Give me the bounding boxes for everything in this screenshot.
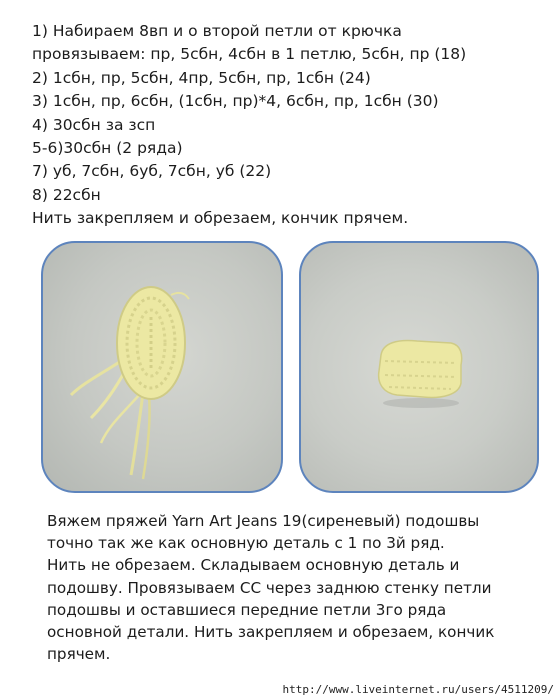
source-url-watermark: http://www.liveinternet.ru/users/4511209/ <box>282 683 554 696</box>
yarn-instructions-paragraph <box>47 510 547 665</box>
paragraph-line: подошву. Провязываем СС через заднюю стенку петли <box>47 578 492 597</box>
paragraph-line: основной детали. Нить закрепляем и обрезаем, кончик <box>47 623 495 642</box>
instruction-line: 2) 1сбн, пр, 5сбн, 4пр, 5сбн, пр, 1сбн (24) <box>32 68 371 87</box>
instruction-line: 7) уб, 7сбн, 6уб, 7сбн, уб (22) <box>32 162 272 181</box>
instruction-line: 1) Набираем 8вп и о второй петли от крючка <box>32 22 402 40</box>
paragraph-line: Вяжем пряжей Yarn Art Jeans 19(сиреневый) подошвы <box>47 512 480 530</box>
paragraph-line: точно так же как основную деталь с 1 по 3й ряд. <box>47 534 445 553</box>
instruction-line: 3) 1сбн, пр, 6сбн, (1сбн, пр)*4, 6сбн, пр, 1сбн (30) <box>32 92 439 111</box>
instruction-line: 5-6)30сбн (2 ряда) <box>32 139 183 158</box>
instruction-line: Нить закрепляем и обрезаем, кончик прячем. <box>32 209 409 228</box>
instruction-line: 4) 30сбн за зсп <box>32 115 156 134</box>
instructions-block <box>32 20 552 231</box>
photo-shaped-piece <box>299 241 539 493</box>
instruction-line: провязываем: пр, 5сбн, 4сбн в 1 петлю, 5сбн, пр (18) <box>32 45 467 64</box>
photo-flat-piece <box>41 241 283 493</box>
paragraph-line: прячем. <box>47 645 111 664</box>
instruction-line: 8) 22сбн <box>32 185 101 204</box>
crochet-oval-illustration <box>43 243 281 491</box>
crochet-shoe-illustration <box>301 243 537 491</box>
paragraph-line: подошвы и оставшиеся передние петли 3го ряда <box>47 600 447 619</box>
paragraph-line: Нить не обрезаем. Складываем основную деталь и <box>47 556 460 575</box>
